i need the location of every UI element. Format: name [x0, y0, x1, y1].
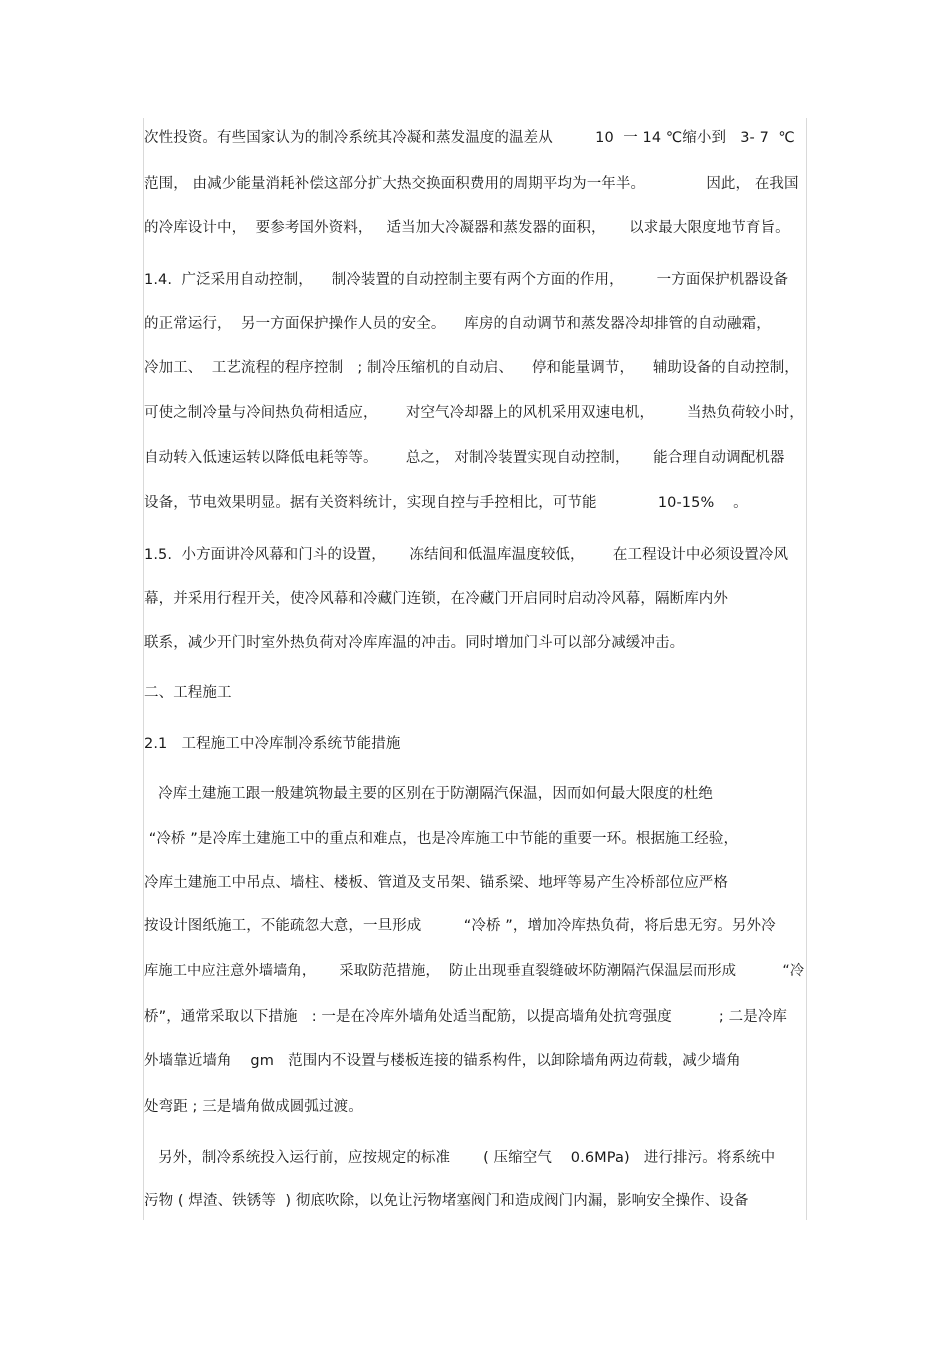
chapter-heading: 二、工程施工 [144, 685, 232, 701]
section-heading-1-5: 1.5. 小方面讲冷风幕和门斗的设置， 冻结间和低温库温度较低， 在工程设计中必须设置冷风 [144, 547, 789, 563]
section-heading-2-1: 2.1 工程施工中冷库制冷系统节能措施 [144, 736, 401, 752]
text-line: 库施工中应注意外墙墙角， 采取防范措施， 防止出现垂直裂缝破坏防潮隔汽保温层而形成 “冷 [144, 963, 805, 979]
frame-right-rule [806, 118, 807, 1220]
text-line: 次性投资。有些国家认为的制冷系统其冷凝和蒸发温度的温差从 10 一 14 ℃缩小到 3- 7 ℃ [144, 130, 795, 146]
text-line: 按设计图纸施工，不能疏忽大意，一旦形成 “冷桥 ”，增加冷库热负荷，将后患无穷。另外冷 [144, 918, 776, 934]
text-line: 桥”，通常采取以下措施 : 一是在冷库外墙角处适当配筋，以提高墙角处抗弯强度 ; 二是冷库 [144, 1009, 788, 1025]
text-line: 冷加工、 工艺流程的程序控制 ; 制冷压缩机的自动启、 停和能量调节， 辅助设备的自动控制， [144, 360, 799, 376]
text-line: 范围， 由减少能量消耗补偿这部分扩大热交换面积费用的周期平均为一年半。 因此， 在我国 [144, 176, 799, 192]
text-line: 冷库土建施工中吊点、墙柱、楼板、管道及支吊架、锚系梁、地坪等易产生冷桥部位应严格 [144, 875, 728, 891]
section-heading-1-4: 1.4. 广泛采用自动控制， 制冷装置的自动控制主要有两个方面的作用， 一方面保护机器设备 [144, 272, 789, 288]
text-line: 外墙靠近墙角 gm 范围内不设置与楼板连接的锚系构件，以卸除墙角两边荷载，减少墙角 [144, 1053, 741, 1069]
text-line: 设备，节电效果明显。据有关资料统计，实现自控与手控相比，可节能 10-15% 。 [144, 495, 748, 511]
text-line: 污物 ( 焊渣、铁锈等 ) 彻底吹除，以免让污物堵塞阀门和造成阀门内漏，影响安全操作、设备 [144, 1193, 749, 1209]
text-line: 自动转入低速运转以降低电耗等等。 总之， 对制冷装置实现自动控制， 能合理自动调配机器 [144, 450, 785, 466]
text-line: 可使之制冷量与冷间热负荷相适应， 对空气冷却器上的风机采用双速电机， 当热负荷较小时， [144, 405, 804, 421]
text-line: 处弯距 ; 三是墙角做成圆弧过渡。 [144, 1099, 363, 1115]
text-line: 的正常运行， 另一方面保护操作人员的安全。 库房的自动调节和蒸发器冷却排管的自动融霜， [144, 316, 771, 332]
text-line: 联系，减少开门时室外热负荷对冷库库温的冲击。同时增加门斗可以部分减缓冲击。 [144, 635, 685, 651]
text-line: 的冷库设计中， 要参考国外资料， 适当加大冷凝器和蒸发器的面积， 以求最大限度地节育旨。 [144, 220, 790, 236]
text-line: “冷桥 ”是冷库土建施工中的重点和难点，也是冷库施工中节能的重要一环。根据施工经验， [144, 831, 739, 847]
text-line: 冷库土建施工跟一般建筑物最主要的区别在于防潮隔汽保温，因而如何最大限度的杜绝 [144, 786, 713, 802]
text-line: 另外，制冷系统投入运行前，应按规定的标准 ( 压缩空气 0.6MPa) 进行排污。将系统中 [144, 1150, 776, 1166]
text-line: 幕，并采用行程开关，使冷风幕和冷藏门连锁，在冷藏门开启同时启动冷风幕，隔断库内外 [144, 591, 728, 607]
